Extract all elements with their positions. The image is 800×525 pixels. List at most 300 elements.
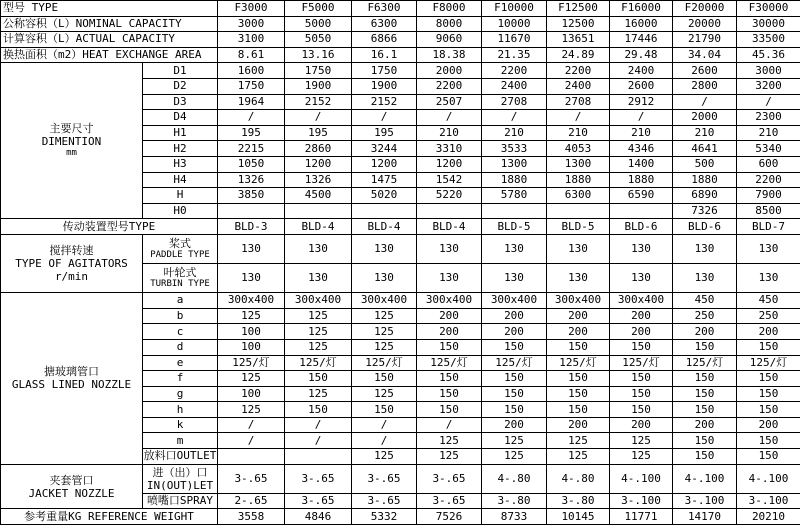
dimension-key: H3 [143, 156, 218, 172]
value-cell: 150 [737, 371, 800, 387]
nozzle-key: h [143, 402, 218, 418]
value-cell: 8.61 [218, 47, 285, 63]
nozzle-key: m [143, 433, 218, 449]
value-cell: 2215 [218, 141, 285, 157]
value-cell: 3-.80 [482, 493, 547, 509]
value-cell [218, 203, 285, 219]
agitator-key-en: TURBIN TYPE [150, 279, 210, 290]
value-cell: 2200 [417, 78, 482, 94]
value-cell: 250 [673, 308, 737, 324]
value-cell: 4641 [673, 141, 737, 157]
spec-row [1, 47, 800, 63]
value-cell: 500 [673, 156, 737, 172]
value-cell: 1750 [218, 78, 285, 94]
value-cell: 125/灯 [218, 355, 285, 371]
value-cell: BLD-4 [285, 219, 352, 235]
model-header: F5000 [285, 1, 352, 17]
group-label-cn: 夹套管口 [49, 473, 94, 487]
value-cell [547, 203, 610, 219]
jacket-row [1, 464, 800, 493]
model-header: F12500 [547, 1, 610, 17]
model-header: F8000 [417, 1, 482, 17]
value-cell: / [417, 417, 482, 433]
value-cell: 150 [673, 449, 737, 465]
value-cell: 1880 [673, 172, 737, 188]
value-cell: BLD-4 [352, 219, 417, 235]
value-cell: 125/灯 [417, 355, 482, 371]
value-cell: 2400 [547, 78, 610, 94]
weight-row [1, 509, 800, 525]
value-cell: 3-.65 [417, 464, 482, 493]
value-cell: 18.38 [417, 47, 482, 63]
value-cell: 150 [417, 386, 482, 402]
value-cell: 2152 [285, 94, 352, 110]
value-cell: 2708 [547, 94, 610, 110]
dimension-key: D2 [143, 78, 218, 94]
value-cell: 2860 [285, 141, 352, 157]
group-label-en: GLASS LINED NOZZLE [11, 378, 132, 392]
value-cell: 1300 [482, 156, 547, 172]
value-cell: 210 [610, 125, 673, 141]
value-cell: 1900 [352, 78, 417, 94]
value-cell: 4846 [285, 509, 352, 525]
value-cell: 125 [285, 339, 352, 355]
model-header: F16000 [610, 1, 673, 17]
value-cell: 200 [547, 417, 610, 433]
value-cell: 4346 [610, 141, 673, 157]
value-cell: 150 [285, 371, 352, 387]
value-cell: BLD-5 [482, 219, 547, 235]
value-cell: 3558 [218, 509, 285, 525]
value-cell: 1400 [610, 156, 673, 172]
value-cell: 150 [737, 449, 800, 465]
value-cell: 1880 [547, 172, 610, 188]
value-cell: 1600 [218, 63, 285, 79]
value-cell [352, 203, 417, 219]
group-label-cn: 搅拌转速 [49, 244, 94, 258]
agitator-key-cn: 桨式 [169, 236, 191, 250]
value-cell: 125 [352, 449, 417, 465]
value-cell: 125 [352, 386, 417, 402]
value-cell: 200 [737, 417, 800, 433]
value-cell: 24.89 [547, 47, 610, 63]
value-cell: 150 [285, 402, 352, 418]
value-cell: 200 [547, 324, 610, 340]
value-cell: 150 [737, 402, 800, 418]
value-cell: 210 [737, 125, 800, 141]
value-cell: 125/灯 [673, 355, 737, 371]
value-cell [417, 203, 482, 219]
model-header: F20000 [673, 1, 737, 17]
value-cell: 2600 [673, 63, 737, 79]
value-cell: 17446 [610, 32, 673, 48]
value-cell: 6890 [673, 188, 737, 204]
value-cell: 1200 [352, 156, 417, 172]
value-cell: / [673, 94, 737, 110]
value-cell: 130 [547, 234, 610, 263]
value-cell: 5220 [417, 188, 482, 204]
value-cell: / [285, 417, 352, 433]
value-cell: / [482, 110, 547, 126]
value-cell: 4-.100 [610, 464, 673, 493]
value-cell: 200 [673, 417, 737, 433]
value-cell: 150 [737, 386, 800, 402]
model-header: F3000 [218, 1, 285, 17]
value-cell: 1542 [417, 172, 482, 188]
value-cell: 45.36 [737, 47, 800, 63]
spec-row [1, 16, 800, 32]
value-cell: 210 [417, 125, 482, 141]
value-cell: 125 [547, 449, 610, 465]
value-cell: 150 [482, 339, 547, 355]
row-label: 公称容积（L）NOMINAL CAPACITY [1, 16, 218, 32]
value-cell: 200 [482, 324, 547, 340]
value-cell: 2000 [673, 110, 737, 126]
value-cell: 6300 [547, 188, 610, 204]
value-cell: 3850 [218, 188, 285, 204]
jacket-key-en: IN(OUT)LET [146, 478, 214, 492]
value-cell: 150 [547, 371, 610, 387]
nozzle-key: k [143, 417, 218, 433]
value-cell: 150 [547, 386, 610, 402]
value-cell: 200 [547, 308, 610, 324]
value-cell: 3-.100 [673, 493, 737, 509]
value-cell: 16.1 [352, 47, 417, 63]
value-cell: / [547, 110, 610, 126]
value-cell: 1475 [352, 172, 417, 188]
value-cell: 33500 [737, 32, 800, 48]
value-cell: / [285, 433, 352, 449]
value-cell: 130 [482, 234, 547, 263]
value-cell: 200 [673, 324, 737, 340]
value-cell: 6300 [352, 16, 417, 32]
value-cell: 13.16 [285, 47, 352, 63]
value-cell: 200 [737, 324, 800, 340]
value-cell: 130 [285, 234, 352, 263]
spec-row [1, 32, 800, 48]
value-cell: 150 [610, 371, 673, 387]
nozzle-key: 放料口OUTLET [143, 449, 217, 463]
value-cell: / [610, 110, 673, 126]
value-cell: 34.04 [673, 47, 737, 63]
value-cell: 1880 [610, 172, 673, 188]
value-cell: 130 [610, 264, 673, 293]
value-cell: 150 [482, 386, 547, 402]
nozzle-group-label [1, 293, 143, 465]
value-cell: 3-.65 [417, 493, 482, 509]
value-cell: 125 [285, 386, 352, 402]
value-cell: BLD-3 [218, 219, 285, 235]
value-cell: 2708 [482, 94, 547, 110]
value-cell: 300x400 [547, 293, 610, 309]
value-cell: / [737, 94, 800, 110]
value-cell: BLD-6 [610, 219, 673, 235]
value-cell: 125 [352, 339, 417, 355]
nozzle-key: g [143, 386, 218, 402]
value-cell: 4053 [547, 141, 610, 157]
header-row [1, 1, 800, 17]
value-cell: 100 [218, 324, 285, 340]
value-cell: / [417, 110, 482, 126]
value-cell: 150 [417, 371, 482, 387]
jacket-group-label [1, 464, 143, 509]
value-cell: / [352, 433, 417, 449]
value-cell: 130 [482, 264, 547, 293]
dimension-key: H [143, 188, 218, 204]
value-cell: 150 [352, 371, 417, 387]
value-cell: 130 [352, 234, 417, 263]
value-cell: 2200 [547, 63, 610, 79]
value-cell: 2400 [482, 78, 547, 94]
value-cell: 7326 [673, 203, 737, 219]
value-cell: 21.35 [482, 47, 547, 63]
dimension-key: H2 [143, 141, 218, 157]
value-cell: 125/灯 [352, 355, 417, 371]
value-cell: 150 [482, 371, 547, 387]
value-cell: 13651 [547, 32, 610, 48]
value-cell: 1326 [218, 172, 285, 188]
value-cell: 125 [218, 402, 285, 418]
value-cell: 300x400 [482, 293, 547, 309]
value-cell: 210 [673, 125, 737, 141]
value-cell: 4-.80 [547, 464, 610, 493]
value-cell: 3200 [737, 78, 800, 94]
value-cell: 10000 [482, 16, 547, 32]
value-cell: 2600 [610, 78, 673, 94]
value-cell: / [352, 110, 417, 126]
value-cell: 300x400 [218, 293, 285, 309]
value-cell [610, 203, 673, 219]
value-cell: 1200 [285, 156, 352, 172]
value-cell: 300x400 [610, 293, 673, 309]
model-header: F10000 [482, 1, 547, 17]
value-cell: 150 [737, 339, 800, 355]
value-cell: 130 [285, 264, 352, 293]
value-cell: 150 [547, 402, 610, 418]
nozzle-row [1, 293, 800, 309]
nozzle-key: c [143, 324, 218, 340]
value-cell: 150 [673, 339, 737, 355]
value-cell: 20210 [737, 509, 800, 525]
value-cell: / [218, 433, 285, 449]
group-label-en: JACKET NOZZLE [28, 486, 115, 500]
value-cell: 210 [547, 125, 610, 141]
value-cell: 300x400 [285, 293, 352, 309]
value-cell: BLD-5 [547, 219, 610, 235]
value-cell: 150 [673, 402, 737, 418]
value-cell: 125 [417, 433, 482, 449]
value-cell: 6590 [610, 188, 673, 204]
value-cell: 9060 [417, 32, 482, 48]
value-cell: / [285, 110, 352, 126]
value-cell: 2152 [352, 94, 417, 110]
dimension-group-label [1, 63, 143, 219]
dimension-key: D4 [143, 110, 218, 126]
value-cell: 4-.100 [673, 464, 737, 493]
value-cell: 125/灯 [547, 355, 610, 371]
value-cell: 125 [218, 371, 285, 387]
value-cell: 125/灯 [737, 355, 800, 371]
group-label-cn: 搪玻璃管口 [44, 365, 99, 379]
value-cell: 3000 [218, 16, 285, 32]
value-cell: 150 [610, 402, 673, 418]
value-cell: 130 [673, 264, 737, 293]
value-cell: 21790 [673, 32, 737, 48]
value-cell: 130 [610, 234, 673, 263]
jacket-key: 喷嘴口SPRAY [143, 493, 218, 509]
agitator-group-label [1, 234, 143, 292]
value-cell: 1750 [352, 63, 417, 79]
value-cell [285, 449, 352, 465]
value-cell: 125 [610, 433, 673, 449]
value-cell: 3-.100 [610, 493, 673, 509]
value-cell [285, 203, 352, 219]
value-cell: 1880 [482, 172, 547, 188]
value-cell: 195 [218, 125, 285, 141]
value-cell: 14170 [673, 509, 737, 525]
value-cell: 150 [417, 402, 482, 418]
value-cell: 130 [218, 264, 285, 293]
value-cell: 3-.80 [547, 493, 610, 509]
row-label: 计算容积（L）ACTUAL CAPACITY [1, 32, 218, 48]
value-cell: 3-.65 [285, 493, 352, 509]
value-cell: 8500 [737, 203, 800, 219]
value-cell: 125/灯 [482, 355, 547, 371]
dimension-key: D1 [143, 63, 218, 79]
value-cell: 200 [482, 308, 547, 324]
value-cell: 5780 [482, 188, 547, 204]
value-cell: 150 [610, 386, 673, 402]
value-cell: 200 [417, 308, 482, 324]
dimension-key: D3 [143, 94, 218, 110]
value-cell [218, 449, 285, 465]
value-cell: 3-.65 [218, 464, 285, 493]
value-cell: 195 [352, 125, 417, 141]
value-cell: 150 [673, 371, 737, 387]
value-cell: 3310 [417, 141, 482, 157]
value-cell: 1900 [285, 78, 352, 94]
value-cell: 130 [352, 264, 417, 293]
nozzle-key: d [143, 339, 218, 355]
nozzle-key: f [143, 371, 218, 387]
value-cell: 130 [417, 264, 482, 293]
drive-label: 传动装置型号TYPE [1, 219, 218, 235]
weight-label: 参考重量KG REFERENCE WEIGHT [1, 509, 218, 525]
value-cell: 12500 [547, 16, 610, 32]
dimension-key: H4 [143, 172, 218, 188]
value-cell: 1326 [285, 172, 352, 188]
value-cell: 3-.65 [285, 464, 352, 493]
value-cell: 150 [417, 339, 482, 355]
value-cell: 125 [352, 308, 417, 324]
value-cell: 16000 [610, 16, 673, 32]
value-cell: 2300 [737, 110, 800, 126]
value-cell: 2-.65 [218, 493, 285, 509]
value-cell: 2000 [417, 63, 482, 79]
value-cell: BLD-6 [673, 219, 737, 235]
group-label-en: TYPE OF AGITATORS [15, 257, 128, 271]
agitator-row [1, 234, 800, 263]
value-cell: 125/灯 [285, 355, 352, 371]
value-cell: 8733 [482, 509, 547, 525]
value-cell: 300x400 [417, 293, 482, 309]
value-cell: 4-.100 [737, 464, 800, 493]
value-cell: / [352, 417, 417, 433]
value-cell: 150 [737, 433, 800, 449]
value-cell: 7526 [417, 509, 482, 525]
value-cell: 130 [417, 234, 482, 263]
value-cell: 200 [482, 417, 547, 433]
type-header-label: 型号 TYPE [1, 1, 218, 17]
value-cell: 150 [673, 433, 737, 449]
value-cell: 125 [482, 449, 547, 465]
value-cell: 3-.65 [352, 493, 417, 509]
value-cell: 3100 [218, 32, 285, 48]
value-cell: 100 [218, 386, 285, 402]
value-cell: 150 [547, 339, 610, 355]
value-cell: 125 [218, 308, 285, 324]
value-cell: 4-.80 [482, 464, 547, 493]
value-cell: 600 [737, 156, 800, 172]
value-cell: 5340 [737, 141, 800, 157]
value-cell: 200 [610, 324, 673, 340]
value-cell: 100 [218, 339, 285, 355]
value-cell: 250 [737, 308, 800, 324]
value-cell: 10145 [547, 509, 610, 525]
value-cell: 2400 [610, 63, 673, 79]
jacket-key-cn: 进（出）口 [152, 465, 208, 479]
value-cell: 3-.100 [737, 493, 800, 509]
value-cell: 5050 [285, 32, 352, 48]
value-cell: 450 [673, 293, 737, 309]
value-cell: 5000 [285, 16, 352, 32]
agitator-key [143, 264, 218, 293]
value-cell: BLD-4 [417, 219, 482, 235]
model-header: F6300 [352, 1, 417, 17]
value-cell: 125 [352, 324, 417, 340]
value-cell: 11670 [482, 32, 547, 48]
value-cell: 11771 [610, 509, 673, 525]
group-label-en: DIMENTION [41, 135, 102, 149]
value-cell: 200 [417, 324, 482, 340]
value-cell: 29.48 [610, 47, 673, 63]
jacket-key [143, 464, 218, 493]
value-cell: 450 [737, 293, 800, 309]
value-cell: 1200 [417, 156, 482, 172]
value-cell: 8000 [417, 16, 482, 32]
value-cell: 30000 [737, 16, 800, 32]
value-cell: 5332 [352, 509, 417, 525]
value-cell: 130 [737, 234, 800, 263]
value-cell: 125 [285, 324, 352, 340]
group-label-cn: 主要尺寸 [49, 122, 94, 136]
group-unit: mm [66, 148, 77, 159]
value-cell: 2912 [610, 94, 673, 110]
value-cell: 150 [352, 402, 417, 418]
model-header: F30000 [737, 1, 800, 17]
value-cell: 20000 [673, 16, 737, 32]
value-cell: 210 [482, 125, 547, 141]
value-cell: 125 [285, 308, 352, 324]
value-cell: 2200 [482, 63, 547, 79]
value-cell: 125 [417, 449, 482, 465]
value-cell: 150 [610, 339, 673, 355]
value-cell: 125 [482, 433, 547, 449]
value-cell: 125/灯 [610, 355, 673, 371]
value-cell: 7900 [737, 188, 800, 204]
value-cell: 125 [610, 449, 673, 465]
value-cell: 2507 [417, 94, 482, 110]
